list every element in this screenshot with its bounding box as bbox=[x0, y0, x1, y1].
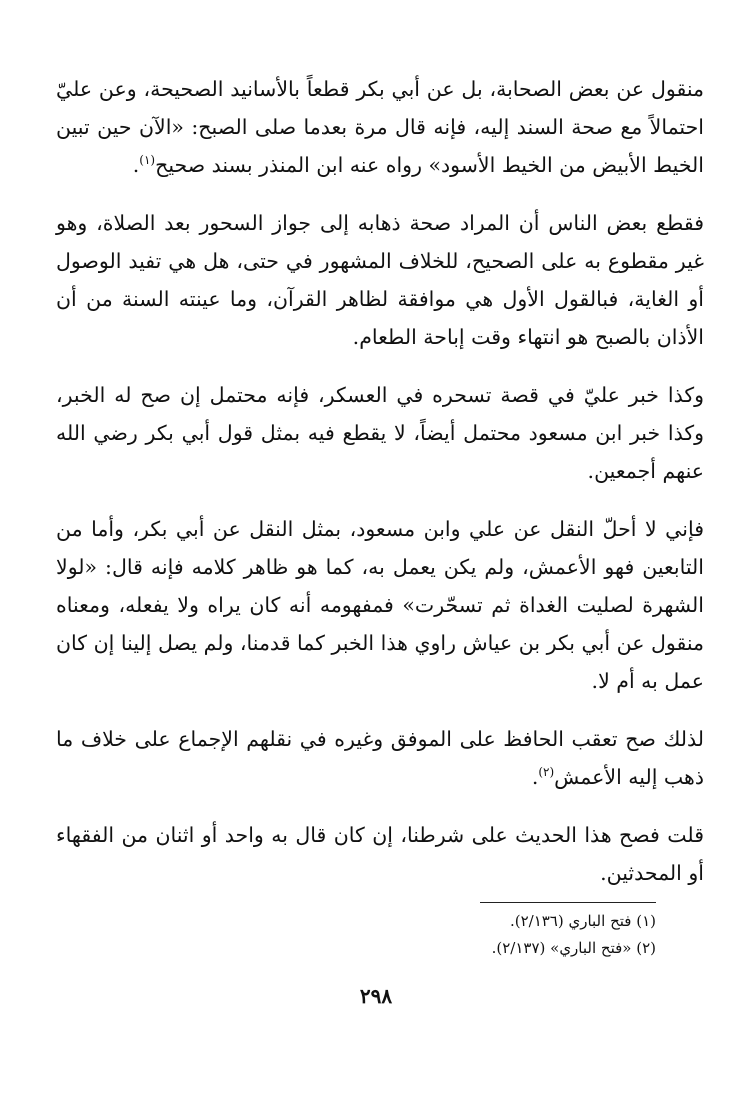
paragraph-2 bbox=[56, 204, 704, 356]
paragraph-3 bbox=[56, 376, 704, 490]
footnote-divider bbox=[480, 902, 656, 903]
paragraph-5 bbox=[56, 720, 704, 796]
paragraph-5-text: لذلك صح تعقب الحافظ على الموفق وغيره في نقلهم الإجماع على خلاف ما ذهب إليه الأعمش bbox=[56, 727, 704, 789]
paragraph-3-text: وكذا خبر عليّ في قصة تسحره في العسكر، فإنه محتمل إن صح له الخبر، وكذا خبر ابن مسعود محتمل أيضاً، لا يقطع فيه بمثل قول أبي بكر رضي الله عنهم أجمعين. bbox=[56, 383, 704, 483]
paragraph-4-text: فإني لا أحلّ النقل عن علي وابن مسعود، بمثل النقل عن أبي بكر، وأما من التابعين فهو الأعمش، ولم يكن يعمل به، كما هو ظاهر كلامه فإنه قال: «لولا الشهرة لصليت الغداة ثم تسحّرت» فمفهومه أنه كان يراه ولا يفعله، ومعناه منقول عن أبي بكر بن عياش راوي هذا الخبر كما قدمنا، ولم يصل إلينا إن كان عمل به أم لا. bbox=[56, 517, 704, 693]
paragraph-1 bbox=[56, 70, 704, 184]
paragraph-2-text: فقطع بعض الناس أن المراد صحة ذهابه إلى جواز السحور بعد الصلاة، وهو غير مقطوع به على الصحيح، للخلاف المشهور في حتى، هل هي تفيد الوصول أو الغاية، فبالقول الأول هي موافقة لظاهر القرآن، وما عينته السنة من أن الأذان بالصبح هو انتهاء وقت إباحة الطعام. bbox=[56, 211, 704, 349]
footnote-ref-2[interactable]: (٢) bbox=[538, 765, 555, 780]
paragraph-1-tail: . bbox=[132, 153, 140, 177]
footnote-ref-1[interactable]: (١) bbox=[139, 153, 156, 168]
paragraph-5-tail: . bbox=[531, 765, 539, 789]
page-number: ٢٩٨ bbox=[359, 984, 393, 1008]
paragraph-6-text: قلت فصح هذا الحديث على شرطنا، إن كان قال به واحد أو اثنان من الفقهاء أو المحدثين. bbox=[56, 823, 704, 885]
paragraph-1-text: منقول عن بعض الصحابة، بل عن أبي بكر قطعاً بالأسانيد الصحيحة، وعن عليّ احتمالاً مع صحة السند إليه، فإنه قال مرة بعدما صلى الصبح: «الآن حين تبين الخيط الأبيض من الخيط الأسود» رواه عنه ابن المنذر بسند صحيح bbox=[56, 77, 704, 177]
footnote-1: (١) فتح الباري (٢/١٣٦). bbox=[509, 912, 656, 930]
paragraph-6 bbox=[56, 816, 704, 892]
paragraph-4 bbox=[56, 510, 704, 700]
page-body bbox=[56, 70, 704, 912]
footnote-2: (٢) «فتح الباري» (٢/١٣٧). bbox=[491, 939, 656, 957]
footnotes bbox=[356, 908, 656, 962]
